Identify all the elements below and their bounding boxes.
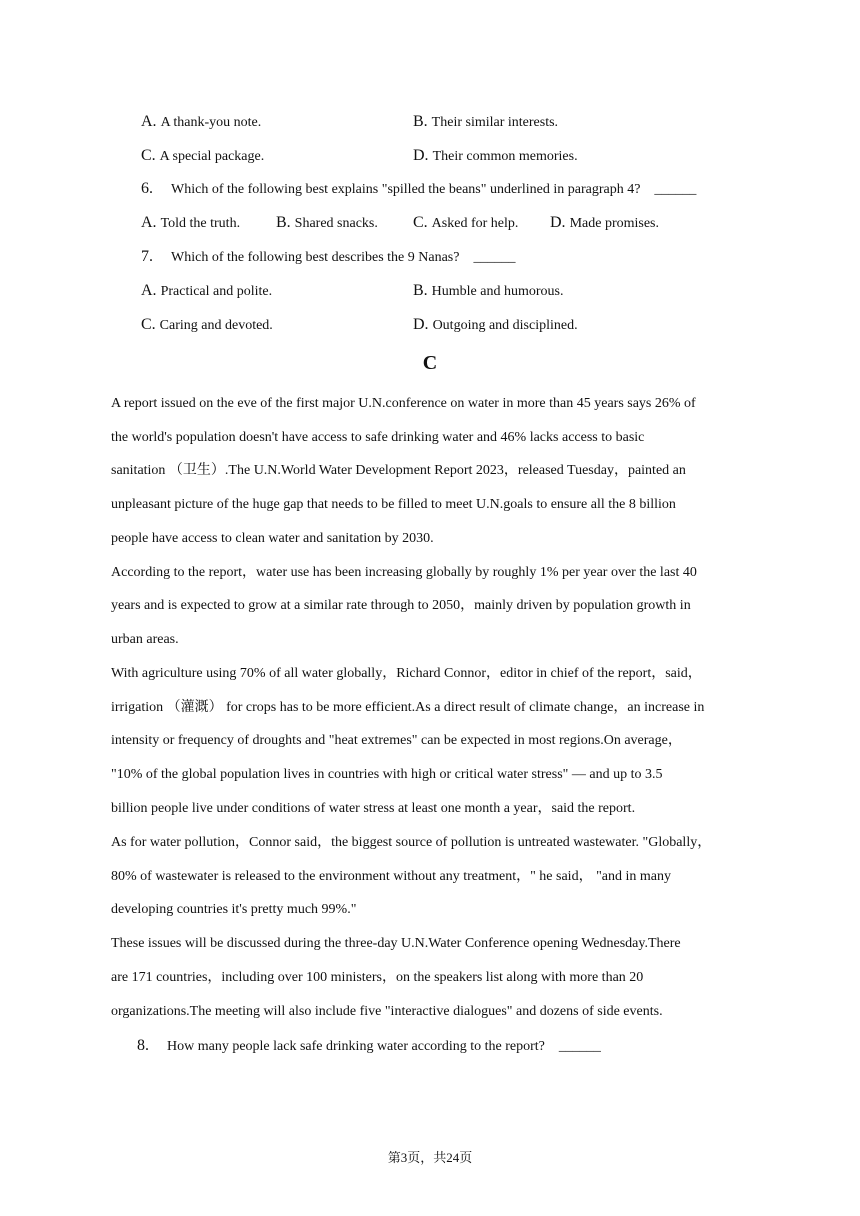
option-letter: B.	[276, 214, 291, 231]
passage-line: 80% of wastewater is released to the environment without any treatment，" he said， "and in many	[111, 869, 671, 884]
passage-line: organizations.The meeting will also include five "interactive dialogues" and dozens of side events.	[111, 1004, 663, 1019]
option-letter: D.	[413, 147, 429, 164]
passage-line: irrigation （灌溉） for crops has to be more efficient.As a direct result of climate change，an increase in	[111, 700, 705, 715]
passage-line: developing countries it's pretty much 99%."	[111, 902, 357, 917]
passage-line: unpleasant picture of the huge gap that needs to be filled to meet U.N.goals to ensure all the 8 billion	[111, 497, 676, 512]
passage-line: With agriculture using 70% of all water globally，Richard Connor，editor in chief of the report，said，	[111, 666, 702, 681]
q6-option-c	[413, 214, 518, 233]
passage-line: According to the report，water use has been increasing globally by roughly 1% per year over the last 40	[111, 565, 697, 580]
option-text: Caring and devoted.	[159, 318, 273, 333]
question-text: How many people lack safe drinking water according to the report?	[167, 1039, 545, 1054]
option-letter: B.	[413, 113, 428, 130]
passage-line: urban areas.	[111, 632, 179, 647]
question-6	[141, 180, 696, 199]
q7-option-c	[141, 316, 273, 335]
q5-option-b	[413, 113, 558, 132]
option-letter: C.	[141, 316, 156, 333]
option-text: Their common memories.	[432, 149, 578, 164]
question-number: 7.	[141, 248, 153, 265]
q6-option-a	[141, 214, 240, 233]
page-footer: 第3页，共24页	[387, 1150, 473, 1165]
q7-option-a	[141, 282, 272, 301]
option-letter: A.	[141, 214, 157, 231]
option-letter: D.	[413, 316, 429, 333]
option-text: Their similar interests.	[431, 115, 559, 130]
option-letter: B.	[413, 282, 428, 299]
option-letter: C.	[141, 147, 156, 164]
q5-option-c	[141, 147, 264, 166]
passage-line: the world's population doesn't have access to safe drinking water and 46% lacks access to basic	[111, 430, 645, 445]
section-title: C	[422, 352, 438, 374]
passage-line: sanitation （卫生）.The U.N.World Water Development Report 2023，released Tuesday，painted an	[111, 463, 686, 478]
question-8	[137, 1037, 601, 1056]
answer-blank[interactable]: ______	[558, 1039, 601, 1054]
question-number: 6.	[141, 180, 153, 197]
option-text: A special package.	[159, 149, 265, 164]
option-text: Asked for help.	[431, 216, 519, 231]
option-text: Humble and humorous.	[431, 284, 564, 299]
passage-line: These issues will be discussed during the three-day U.N.Water Conference opening Wednesday.There	[111, 936, 681, 951]
option-text: Shared snacks.	[294, 216, 378, 231]
passage-line: billion people live under conditions of water stress at least one month a year，said the report.	[111, 801, 636, 816]
option-text: Outgoing and disciplined.	[432, 318, 578, 333]
question-number: 8.	[137, 1037, 149, 1054]
answer-blank[interactable]: ______	[654, 182, 697, 197]
question-7	[141, 248, 515, 267]
q5-option-a	[141, 113, 261, 132]
option-text: Practical and polite.	[160, 284, 273, 299]
option-text: A thank-you note.	[160, 115, 262, 130]
option-text: Made promises.	[569, 216, 659, 231]
option-letter: D.	[550, 214, 566, 231]
q6-option-d	[550, 214, 659, 233]
passage-line: As for water pollution，Connor said，the biggest source of pollution is untreated wastewater. "Globally，	[111, 835, 712, 850]
option-letter: C.	[413, 214, 428, 231]
answer-blank[interactable]: ______	[473, 250, 516, 265]
passage-line: years and is expected to grow at a similar rate through to 2050，mainly driven by population growth in	[111, 598, 691, 613]
q5-option-d	[413, 147, 578, 166]
question-text: Which of the following best describes the 9 Nanas?	[171, 250, 460, 265]
passage-line: A report issued on the eve of the first major U.N.conference on water in more than 45 years says 26% of	[111, 396, 696, 411]
passage-line: are 171 countries，including over 100 ministers，on the speakers list along with more than 20	[111, 970, 644, 985]
passage-line: intensity or frequency of droughts and "heat extremes" can be expected in most regions.On average，	[111, 733, 682, 748]
option-letter: A.	[141, 282, 157, 299]
passage-line: people have access to clean water and sanitation by 2030.	[111, 531, 434, 546]
q6-option-b	[276, 214, 378, 233]
option-letter: A.	[141, 113, 157, 130]
q7-option-d	[413, 316, 578, 335]
passage-line: "10% of the global population lives in countries with high or critical water stress" — and up to 3.5	[111, 767, 663, 782]
question-text: Which of the following best explains "spilled the beans" underlined in paragraph 4?	[171, 182, 641, 197]
option-text: Told the truth.	[160, 216, 241, 231]
q7-option-b	[413, 282, 564, 301]
